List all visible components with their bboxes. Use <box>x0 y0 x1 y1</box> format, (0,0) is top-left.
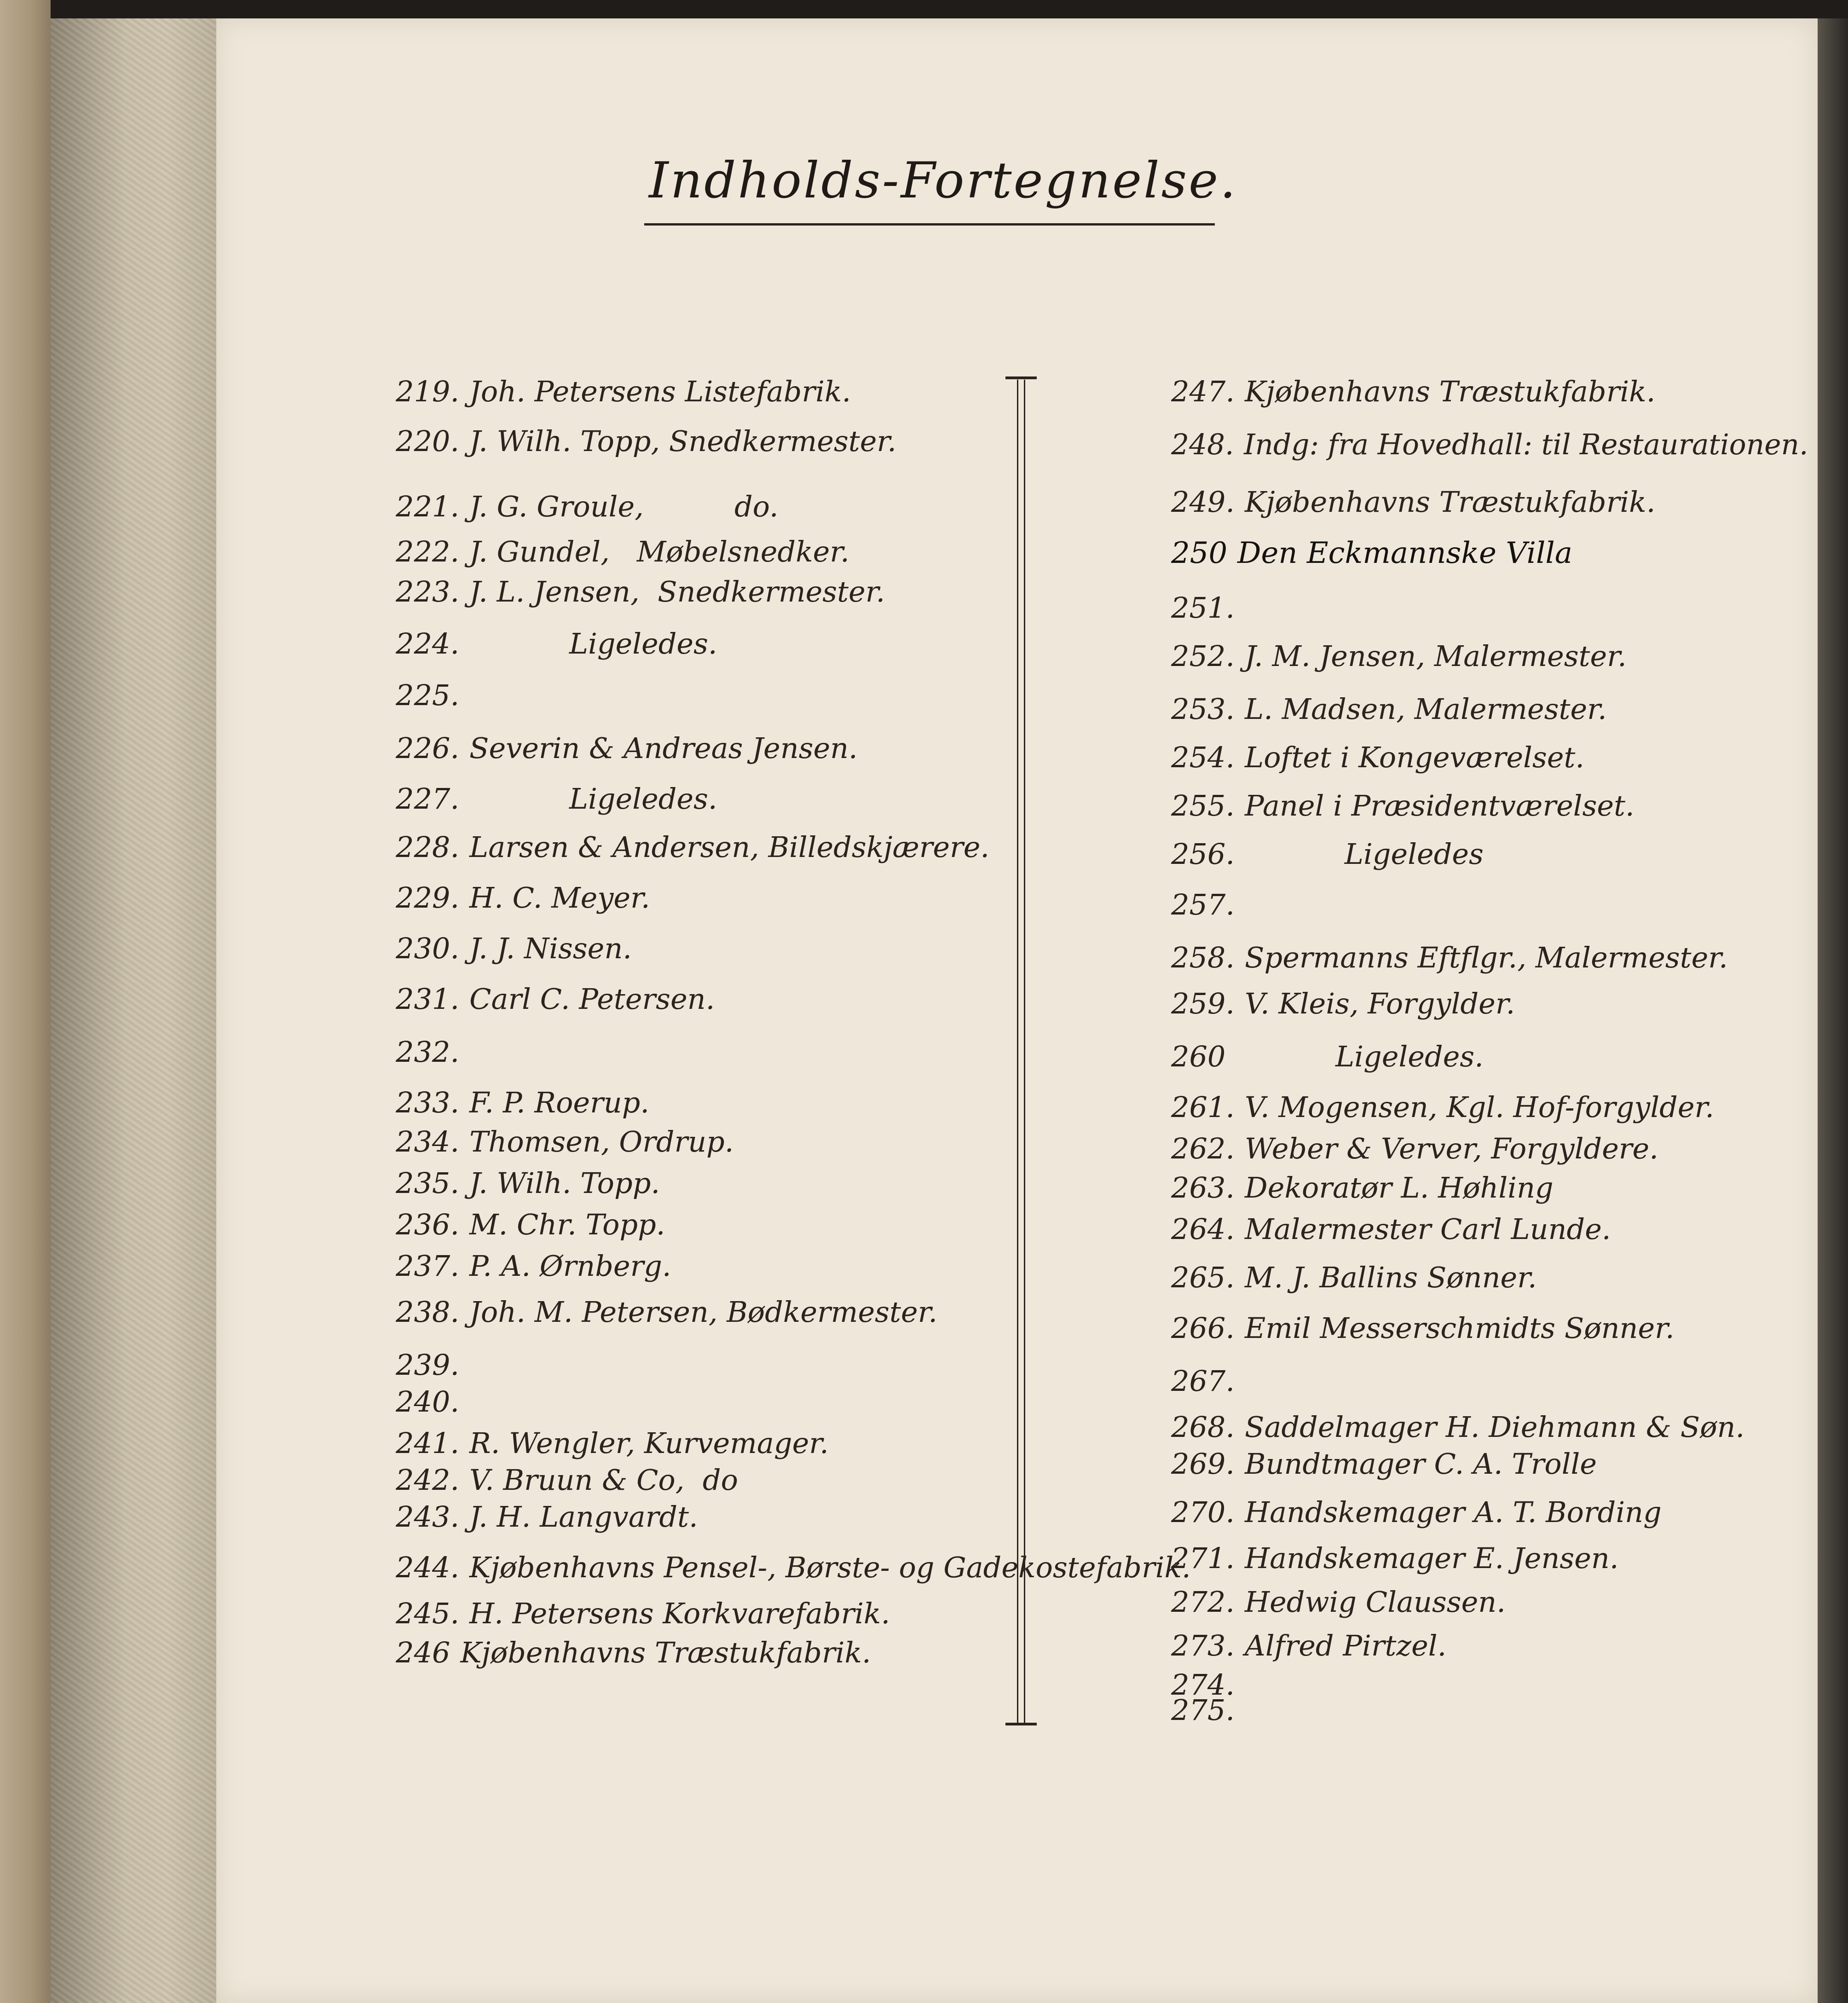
index-entry <box>1171 377 1655 406</box>
entry-text: Hedwig Claussen. <box>1245 1585 1506 1619</box>
column-divider-cap-bottom <box>1005 1723 1037 1725</box>
entry-number: 243. <box>396 1500 460 1534</box>
entry-number: 271. <box>1171 1541 1235 1575</box>
index-entry <box>396 1553 1191 1582</box>
index-entry <box>396 424 896 458</box>
index-entry <box>396 731 858 765</box>
entry-number: 221. <box>396 490 460 523</box>
entry-text: V. Kleis, Forgylder. <box>1245 987 1515 1020</box>
column-divider-cap-top <box>1005 376 1037 379</box>
index-entry <box>396 627 717 660</box>
entry-text: Loftet i Kongeværelset. <box>1245 741 1585 774</box>
index-entry <box>1171 1629 1447 1662</box>
book-cover-edge <box>1818 18 1848 2003</box>
index-entry <box>396 1638 871 1667</box>
entry-number: 241. <box>396 1426 460 1460</box>
entry-number: 230. <box>396 932 460 965</box>
index-entry <box>396 1500 698 1534</box>
entry-number: 256. <box>1171 837 1235 871</box>
index-entry <box>396 1035 469 1069</box>
entry-text: Bundtmager C. A. Trolle <box>1245 1447 1597 1481</box>
index-entry <box>1171 1693 1245 1727</box>
entry-number: 247. <box>1171 375 1235 408</box>
index-entry <box>396 575 885 608</box>
index-entry <box>1171 1495 1662 1529</box>
entry-number: 273. <box>1171 1629 1235 1662</box>
index-entry <box>396 1385 469 1418</box>
entry-text: P. A. Ørnberg. <box>469 1249 671 1283</box>
entry-text: J. Wilh. Topp. <box>469 1166 660 1200</box>
entry-text: Alfred Pirtzel. <box>1245 1629 1447 1662</box>
entry-number: 270. <box>1171 1495 1235 1529</box>
entry-number: 227. <box>396 782 460 816</box>
index-entry <box>1171 1585 1506 1619</box>
index-entry <box>1171 1042 1484 1071</box>
index-entry <box>1171 941 1728 974</box>
entry-number: 274. <box>1171 1668 1235 1702</box>
entry-number: 266. <box>1171 1311 1235 1345</box>
entry-text: Panel i Præsidentværelset. <box>1245 789 1634 822</box>
entry-text: Kjøbenhavns Pensel-, Børste- og Gadekostefabrik. <box>469 1551 1191 1584</box>
entry-text: F. P. Roerup. <box>469 1086 650 1119</box>
book-spine-binding <box>51 18 217 2003</box>
entry-text: Saddelmager H. Diehmann & Søn. <box>1245 1410 1745 1444</box>
entry-number: 260 <box>1171 1040 1226 1073</box>
entry-number: 250 <box>1171 536 1228 570</box>
entry-text: Handskemager A. T. Bording <box>1245 1495 1662 1529</box>
entry-number: 231. <box>396 982 460 1016</box>
entry-text: Weber & Verver, Forgyldere. <box>1245 1132 1658 1165</box>
entry-number: 244. <box>396 1551 460 1584</box>
entry-number: 272. <box>1171 1585 1235 1619</box>
page-title: Indholds-Fortegnelse. <box>649 152 1238 209</box>
index-entry <box>396 1426 829 1460</box>
entry-text: Kjøbenhavns Træstukfabrik. <box>1245 485 1656 519</box>
entry-number: 245. <box>396 1597 460 1630</box>
entry-text: V. Bruun & Co, do <box>469 1463 738 1497</box>
entry-number: 232. <box>396 1035 460 1069</box>
entry-number: 255. <box>1171 789 1235 822</box>
top-shadow-edge <box>51 0 1848 18</box>
entry-text: Carl C. Petersen. <box>469 982 715 1016</box>
entry-number: 265. <box>1171 1261 1235 1294</box>
entry-text: Joh. M. Petersen, Bødkermester. <box>469 1295 938 1329</box>
entry-text: J. Gundel, Møbelsnedker. <box>469 535 849 568</box>
entry-text: H. C. Meyer. <box>469 881 650 915</box>
index-entry <box>1171 1212 1611 1246</box>
entry-number: 269. <box>1171 1447 1235 1481</box>
entry-number: 254. <box>1171 741 1235 774</box>
entry-text: Kjøbenhavns Træstukfabrik. <box>1245 375 1656 408</box>
index-entry <box>396 678 469 712</box>
entry-text: J. L. Jensen, Snedkermester. <box>469 575 885 608</box>
index-entry <box>396 830 990 864</box>
index-entry <box>396 377 851 406</box>
index-entry <box>396 934 632 963</box>
index-entry <box>396 492 779 521</box>
entry-number: 234. <box>396 1125 460 1158</box>
index-entry <box>1171 1171 1553 1204</box>
index-entry <box>1171 987 1515 1020</box>
index-entry <box>1171 1410 1745 1444</box>
index-entry <box>1171 639 1627 673</box>
entry-number: 259. <box>1171 987 1235 1020</box>
entry-number: 239. <box>396 1348 460 1382</box>
index-entry <box>1171 538 1572 568</box>
entry-number: 226. <box>396 731 460 765</box>
entry-number: 229. <box>396 881 460 915</box>
entry-number: 235. <box>396 1166 460 1200</box>
index-entry <box>396 1599 890 1628</box>
entry-number: 263. <box>1171 1171 1235 1204</box>
entry-text: H. Petersens Korkvarefabrik. <box>469 1597 890 1630</box>
entry-number: 225. <box>396 678 460 712</box>
entry-number: 264. <box>1171 1212 1235 1246</box>
entry-text: R. Wengler, Kurvemager. <box>469 1426 829 1460</box>
entry-text: J. Wilh. Topp, Snedkermester. <box>469 424 896 458</box>
entry-number: 224. <box>396 627 460 660</box>
index-entry <box>1171 1311 1675 1345</box>
index-entry <box>1171 743 1584 772</box>
entry-text: Indg: fra Hovedhall: til Restaurationen. <box>1244 428 1808 461</box>
entry-number: 246 <box>396 1636 450 1669</box>
index-entry <box>396 1088 649 1117</box>
index-entry <box>1171 888 1245 921</box>
title-underline <box>644 223 1215 226</box>
index-entry <box>396 1166 660 1200</box>
entry-text: J. J. Nissen. <box>469 932 632 965</box>
entry-text: Ligeledes. <box>469 782 717 816</box>
index-entry <box>1171 692 1607 726</box>
entry-number: 253. <box>1171 692 1235 726</box>
index-entry <box>1171 1447 1597 1481</box>
index-entry <box>1171 1263 1537 1292</box>
entry-text: Handskemager E. Jensen. <box>1245 1541 1619 1575</box>
entry-text: V. Mogensen, Kgl. Hof-forgylder. <box>1245 1090 1715 1124</box>
entry-number: 237. <box>396 1249 460 1283</box>
entry-text: M. Chr. Topp. <box>469 1208 665 1241</box>
index-entry <box>396 1249 671 1283</box>
index-entry <box>396 535 849 568</box>
index-entry <box>396 1125 734 1158</box>
entry-number: 228. <box>396 830 460 864</box>
index-entry <box>1171 1364 1245 1398</box>
entry-text: J. G. Groule, do. <box>469 490 779 523</box>
entry-number: 236. <box>396 1208 460 1241</box>
entry-text: J. H. Langvardt. <box>469 1500 698 1534</box>
entry-text: Larsen & Andersen, Billedskjærere. <box>469 830 990 864</box>
entry-number: 220. <box>396 424 460 458</box>
entry-text: Malermester Carl Lunde. <box>1245 1212 1611 1246</box>
entry-number: 242. <box>396 1463 460 1497</box>
index-entry <box>1171 430 1808 459</box>
entry-number: 251. <box>1171 591 1235 625</box>
entry-number: 261. <box>1171 1090 1235 1124</box>
entry-text: Severin & Andreas Jensen. <box>469 731 858 765</box>
entry-text: Kjøbenhavns Træstukfabrik. <box>460 1636 871 1669</box>
entry-text: Emil Messerschmidts Sønner. <box>1245 1311 1675 1345</box>
index-entry <box>1171 591 1245 625</box>
index-entry <box>1171 1132 1658 1165</box>
entry-number: 268. <box>1171 1410 1235 1444</box>
entry-text: Ligeledes. <box>1236 1040 1484 1073</box>
entry-text: Spermanns Eftflgr., Malermester. <box>1245 941 1728 974</box>
entry-number: 262. <box>1171 1132 1235 1165</box>
index-entry <box>396 982 715 1016</box>
index-entry <box>1171 1090 1715 1124</box>
index-entry <box>396 881 650 915</box>
index-entry <box>396 1295 938 1329</box>
entry-text: Ligeledes <box>1245 837 1484 871</box>
entry-number: 240. <box>396 1385 460 1418</box>
index-entry <box>396 1348 469 1382</box>
entry-number: 219. <box>396 375 460 408</box>
index-entry <box>396 782 717 816</box>
entry-number: 267. <box>1171 1364 1235 1398</box>
entry-number: 249. <box>1171 485 1235 519</box>
previous-page-edge <box>0 0 51 2003</box>
index-entry <box>1171 1541 1619 1575</box>
index-entry <box>1171 789 1634 822</box>
entry-text: Ligeledes. <box>469 627 717 660</box>
entry-number: 258. <box>1171 941 1235 974</box>
entry-number: 275. <box>1171 1693 1235 1727</box>
entry-text: Dekoratør L. Høhling <box>1245 1171 1553 1204</box>
index-entry <box>396 1210 665 1239</box>
entry-number: 222. <box>396 535 460 568</box>
entry-number: 223. <box>396 575 460 608</box>
entry-number: 248. <box>1171 428 1234 461</box>
index-entry <box>1171 837 1484 871</box>
index-entry <box>1171 485 1656 519</box>
entry-text: Den Eckmannske Villa <box>1237 536 1573 570</box>
entry-text: M. J. Ballins Sønner. <box>1245 1261 1537 1294</box>
index-entry <box>396 1463 738 1497</box>
entry-number: 257. <box>1171 888 1235 921</box>
entry-number: 233. <box>396 1086 460 1119</box>
entry-number: 252. <box>1171 639 1235 673</box>
entry-text: J. M. Jensen, Malermester. <box>1245 639 1627 673</box>
entry-number: 238. <box>396 1295 460 1329</box>
entry-text: Thomsen, Ordrup. <box>469 1125 734 1158</box>
entry-text: L. Madsen, Malermester. <box>1245 692 1607 726</box>
entry-text: Joh. Petersens Listefabrik. <box>469 375 851 408</box>
column-divider <box>1017 380 1025 1724</box>
